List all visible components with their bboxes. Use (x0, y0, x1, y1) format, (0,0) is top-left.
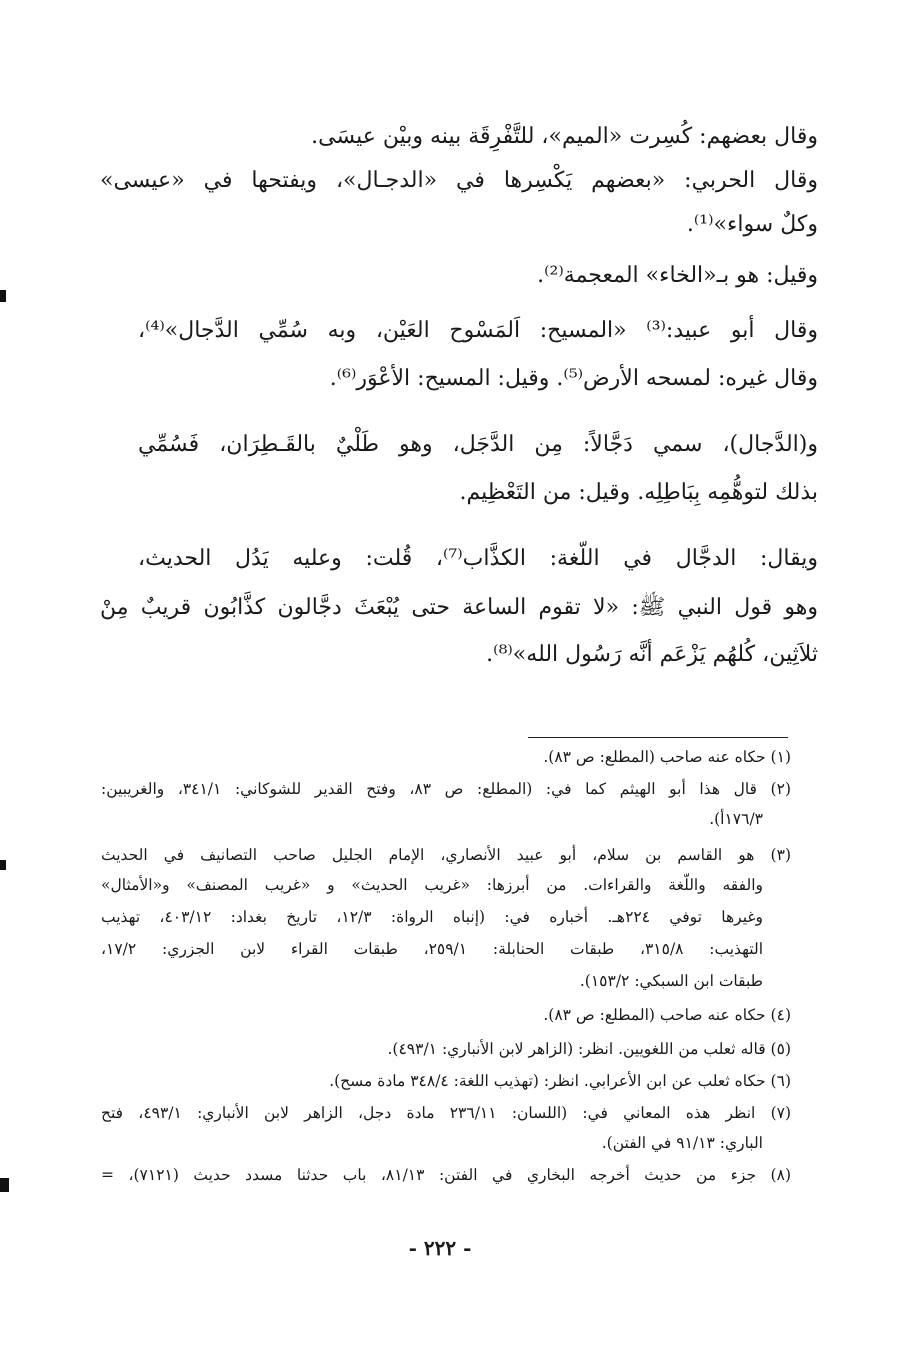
footnote-line: طبقات ابن السبكي: ١٥٣/٢). (579, 972, 763, 990)
footnote-line: وغيرها توفي ٢٢٤هـ. أخباره في: (إنباه الرواة: ١٢/٣، تاريخ بغداد: ٤٠٣/١٢، تهذيب (101, 908, 764, 926)
text-line: ويقال: الدجَّال في اللّغة: الكذَّاب⁽⁷⁾، قُلت: وعليه يَدُل الحديث، (138, 546, 818, 571)
footnote-line: (١) حكاه عنه صاحب (المطلع: ص ٨٣). (543, 748, 791, 766)
text-line: وقال بعضهم: كُسِرت «الميم»، للتَّفْرِقَة بينه وبيْن عيسَى. (311, 124, 818, 149)
text-line: وقال الحربي: «بعضهم يَكْسِرها في «الدجـال»، ويفتحها في «عيسى» (100, 168, 818, 193)
text-line: وكلٌ سواء»⁽¹⁾. (686, 212, 818, 237)
text-line: وقيل: هو بـ«الخاء» المعجمة⁽²⁾. (537, 263, 818, 288)
scan-edge-mark (0, 1178, 9, 1192)
footnote-line: (٦) حكاه ثعلب عن ابن الأعرابي. انظر: (تهذيب اللغة: ٣٤٨/٤ مادة مسح). (329, 1072, 791, 1090)
footnote-line: (٨) جزء من حديث أخرجه البخاري في الفتن: ٨١/١٣، باب حدثنا مسدد حديث (٧١٢١)، = (101, 1166, 791, 1184)
footnote-line: (٢) قال هذا أبو الهيثم كما في: (المطلع: ص ٨٣، وفتح القدير للشوكاني: ٣٤١/١، والغريبين: (101, 780, 791, 798)
text-line: ثلاَثِين، كُلهُم يَزْعَم أنَّه رَسُول الله»⁽⁸⁾. (486, 642, 818, 667)
footnote-line: الباري: ٩١/١٣ في الفتن). (601, 1134, 763, 1152)
scan-edge-mark (0, 860, 6, 870)
text-line: وقال غيره: لمسحه الأرض⁽⁵⁾. وقيل: المسيح: الأعْوَر⁽⁶⁾. (329, 366, 818, 391)
footnote-line: ١٧٦/٣أ). (709, 810, 763, 828)
footnote-line: (٤) حكاه عنه صاحب (المطلع: ص ٨٣). (543, 1006, 791, 1024)
footnote-line: (٣) هو القاسم بن سلام، أبو عبيد الأنصاري، الإمام الجليل صاحب التصانيف في الحديث (101, 846, 791, 864)
scan-edge-mark (0, 290, 6, 302)
text-line: بذلك لتوهُّمِه بِبَاطِلِه. وقيل: من التَعْظِيم. (459, 480, 818, 505)
text-line: وقال أبو عبيد:⁽³⁾ «المسيح: اَلمَسْوح العَيْن، وبه سُمِّي الدَّجال»⁽⁴⁾، (138, 318, 819, 343)
footnote-line: التهذيب: ٣١٥/٨، طبقات الحنابلة: ٢٥٩/١، طبقات القراء لابن الجزري: ١٧/٢، (101, 940, 763, 958)
footnote-line: (٥) قاله ثعلب من اللغويين. انظر: (الزاهر لابن الأنباري: ٤٩٣/١). (387, 1040, 791, 1058)
page-number: - ٢٢٢ - (408, 1236, 472, 1260)
text-line: و(الدَّجال)، سمي دَجَّالاً: مِن الدَّجَل، وهو طَلْيٌ بالقَـطِرَان، فَسُمِّي (138, 432, 818, 457)
footnote-line: والفقه واللّغة والقراءات. من أبرزها: «غريب الحديث» و «غريب المصنف» و«الأمثال» (101, 876, 763, 894)
text-line: وهو قول النبي ﷺ: «لا تقوم الساعة حتى يُبْعَثَ دجَّالون كذَّابُون قريبٌ مِنْ (100, 595, 818, 620)
footnote-separator (528, 737, 788, 738)
footnote-line: (٧) انظر هذه المعاني في: (اللسان: ٢٣٦/١١ مادة دجل، الزاهر لابن الأنباري: ٤٩٣/١، فتح (101, 1104, 792, 1122)
